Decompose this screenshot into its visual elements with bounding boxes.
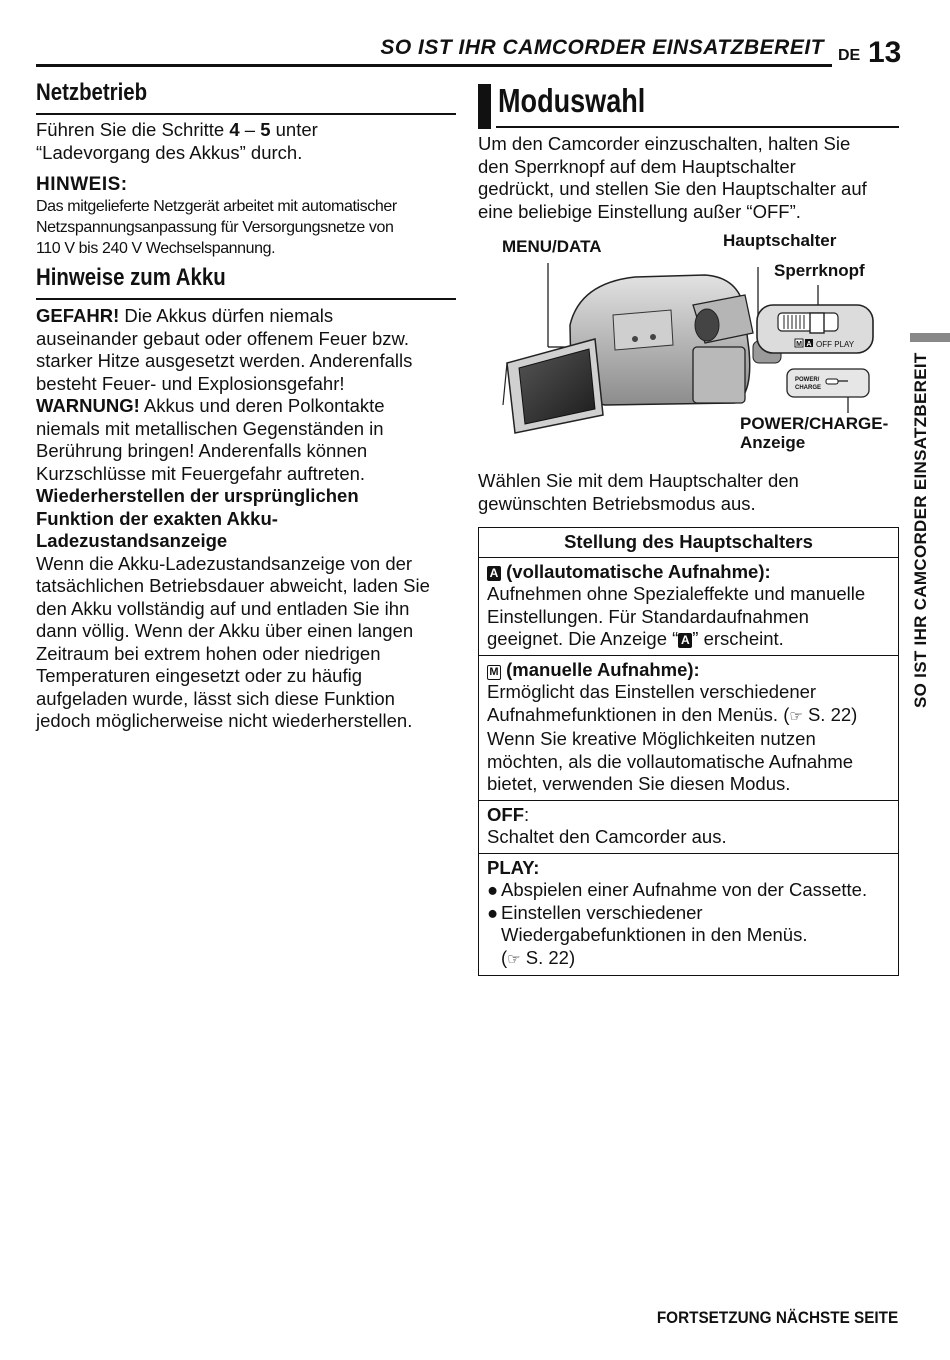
continued-footer: FORTSETZUNG NÄCHSTE SEITE (656, 1308, 898, 1327)
mode-row-auto (479, 557, 898, 655)
akku-rule (36, 298, 456, 300)
wieder-heading-line: Funktion der exakten Akku- (36, 507, 278, 529)
wieder-heading-line: Ladezustandsanzeige (36, 530, 228, 551)
mode-off-line: Schaltet den Camcorder aus. (487, 826, 727, 847)
wieder-line: Zeitraum bei extrem hohen oder niedrigen (36, 642, 381, 664)
hinweis-text (36, 196, 458, 259)
mode-manual-title: M (manuelle Aufnahme): (487, 659, 890, 682)
wieder-line: den Akku vollständig auf und entladen Sie ihn (36, 597, 410, 619)
moduswahl-intro (478, 133, 903, 223)
netzbetrieb-line-2: “Ladevorgang des Akkus” durch. (36, 141, 303, 163)
switch-position-labels: OFF PLAY (816, 340, 855, 349)
netzbetrieb-text (36, 119, 456, 164)
netzbetrieb-rule (36, 113, 456, 115)
moduswahl-heading-bar (478, 84, 491, 129)
mode-auto-title: A (vollautomatische Aufnahme): (487, 561, 890, 584)
warnung-line: Kurzschlüsse mit Feuergefahr auftreten. (36, 462, 366, 484)
mode-auto-line: Aufnehmen ohne Spezialeffekte und manuelle (487, 583, 866, 604)
select-mode-text (478, 470, 903, 515)
mode-table (478, 527, 899, 976)
mode-row-play (479, 853, 898, 976)
mode-manual-line: Wenn Sie kreative Möglichkeiten nutzen (487, 728, 816, 749)
running-header-title: SO IST IHR CAMCORDER EINSATZBEREIT (380, 36, 824, 59)
wieder-heading-line: Wiederherstellen der ursprünglichen (36, 485, 359, 506)
mode-auto-line: geeignet. Die Anzeige “ A ” erscheint. (487, 628, 784, 649)
side-tab-label: SO IST IHR CAMCORDER EINSATZBEREIT (911, 352, 930, 708)
netzbetrieb-line-1: Führen Sie die Schritte 4 – 5 unter (36, 119, 318, 140)
mode-auto-line: Einstellungen. Für Standardaufnahmen (487, 605, 809, 627)
gefahr-line: starker Hitze ausgesetzt werden. Anderenfalls (36, 350, 413, 371)
camcorder-illustration (495, 255, 905, 455)
play-bullet: ● Einstellen verschiedener Wiedergabefunktionen in den Menüs. (☞ S. 22) (487, 902, 890, 972)
page-reference-icon: ☞ (507, 950, 521, 968)
wieder-line: Wenn die Akku-Ladezustandsanzeige von der (36, 552, 413, 574)
bullet-icon: ● (487, 879, 499, 900)
gefahr-line: besteht Feuer- und Explosionsgefahr! (36, 372, 345, 394)
wieder-line: Temperaturen eingesetzt oder zu häufig (36, 665, 363, 686)
label-power-charge: POWER/CHARGE- (740, 414, 889, 433)
mode-manual-line: Aufnahmefunktionen in den Menüs. (☞ S. 22) (487, 703, 858, 725)
label-sperrknopf: Sperrknopf (774, 261, 865, 280)
akku-heading: Hinweise zum Akku (36, 264, 226, 291)
wieder-line: dann völlig. Wenn der Akku über einen langen (36, 620, 414, 641)
intro-line: gedrückt, und stellen Sie den Hauptschalter auf (478, 178, 867, 199)
mode-manual-line: möchten, als die vollautomatische Aufnahme (487, 750, 854, 772)
label-menu-data: MENU/DATA (502, 237, 602, 256)
play-bullet: ● Abspielen einer Aufnahme von der Cassette. (487, 879, 868, 900)
auto-mode-icon: A (487, 566, 501, 581)
hinweis-line: Das mitgelieferte Netzgerät arbeitet mit automatischer (36, 198, 397, 215)
bullet-icon: ● (487, 901, 499, 923)
hinweis-heading: HINWEIS: (36, 174, 128, 195)
akku-text (36, 305, 461, 733)
select-line: gewünschten Betriebsmodus aus. (478, 492, 756, 514)
select-line: Wählen Sie mit dem Hauptschalter den (478, 470, 799, 491)
mode-play-title: PLAY: (487, 856, 540, 878)
mode-row-manual (479, 655, 898, 800)
label-anzeige: Anzeige (740, 433, 806, 452)
mode-manual-line: Ermöglicht das Einstellen verschiedener (487, 681, 817, 702)
wieder-line: jedoch möglicherweise nicht wiederherstellen. (36, 710, 413, 731)
warnung-line: Berührung bringen! Anderenfalls können (36, 440, 368, 461)
side-tab-marker (910, 333, 950, 342)
page-number: 13 (868, 36, 902, 69)
intro-line: eine beliebige Einstellung außer “OFF”. (478, 200, 801, 222)
moduswahl-heading: Moduswahl (498, 82, 646, 119)
netzbetrieb-heading: Netzbetrieb (36, 79, 148, 106)
power-small-label-2: CHARGE (795, 385, 822, 391)
mode-row-off (479, 800, 898, 853)
wieder-line: tatsächlichen Betriebsdauer abweicht, laden Sie (36, 575, 430, 596)
page-reference-icon: ☞ (789, 707, 803, 725)
mode-off-title: OFF: (487, 803, 530, 825)
manual-mode-icon: M (487, 665, 501, 680)
intro-line: den Sperrknopf auf dem Hauptschalter (478, 155, 796, 177)
power-small-label-1: POWER/ (795, 377, 820, 383)
hinweis-line: 110 V bis 240 V Wechselspannung. (36, 240, 276, 257)
header-rule (36, 64, 832, 67)
mode-table-header: Stellung des Hauptschalters (564, 531, 813, 552)
gefahr-line: auseinander gebaut oder offenem Feuer bzw. (36, 327, 409, 349)
warnung-line: niemals mit metallischen Gegenständen in (36, 417, 384, 439)
moduswahl-rule (496, 126, 899, 128)
gefahr-line: GEFAHR! Die Akkus dürfen niemals (36, 305, 334, 326)
hinweis-line: Netzspannungsanpassung für Versorgungsnetze von (36, 219, 394, 236)
warnung-line: WARNUNG! Akkus und deren Polkontakte (36, 395, 385, 416)
label-hauptschalter: Hauptschalter (723, 231, 837, 250)
switch-a-icon: A (806, 341, 812, 348)
switch-m-icon: M (796, 341, 802, 348)
auto-mode-icon: A (678, 633, 692, 648)
language-code: DE (838, 47, 861, 64)
intro-line: Um den Camcorder einzuschalten, halten Sie (478, 133, 851, 154)
mode-manual-line: bietet, verwenden Sie diesen Modus. (487, 773, 791, 794)
wieder-line: aufgeladen wurde, lässt sich diese Funktion (36, 687, 395, 709)
